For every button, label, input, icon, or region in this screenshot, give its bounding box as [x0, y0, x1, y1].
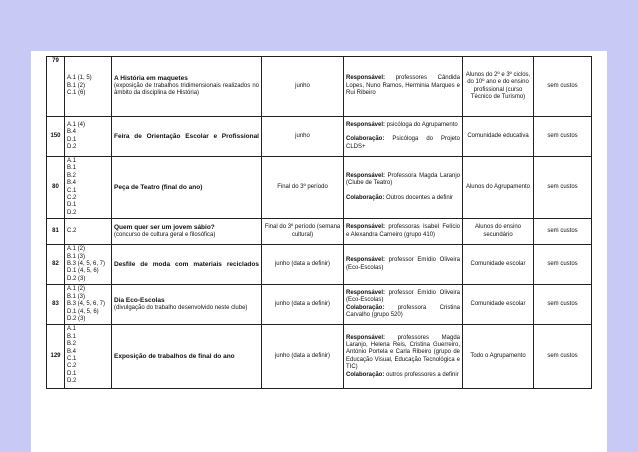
target-audience: Comunidade educativa	[463, 117, 534, 157]
objective-code: A.1	[67, 158, 77, 164]
table-row	[47, 57, 592, 117]
activity-cell	[112, 219, 262, 245]
activity-cell	[112, 57, 262, 117]
activity-date: junho (data a definir)	[262, 325, 344, 389]
responsible-entry	[346, 257, 460, 272]
responsible-text: Professora Magda Laranjo (Clube de Teatro)	[346, 173, 460, 187]
target-audience: Alunos do 2º e 3º ciclos, do 10º ano e do ensino profissional (curso Técnico de Turismo)	[463, 57, 534, 117]
objective-code: D.1 (4, 5, 6)	[67, 268, 99, 275]
activity-date: junho	[262, 117, 344, 157]
activity-number: 82	[47, 245, 65, 285]
activity-number: 83	[47, 285, 65, 325]
activity-title: Exposição de trabalhos de final do ano	[114, 353, 235, 361]
table-row	[47, 157, 592, 219]
objective-code: B.2	[67, 341, 77, 348]
activity-cost: sem custos	[534, 57, 592, 117]
table-row	[47, 219, 592, 245]
objective-code: B.1 (3)	[67, 293, 86, 300]
objective-code: B.1	[67, 333, 77, 340]
activity-number: 81	[47, 219, 65, 245]
responsible-text: professora Cristina Carvalho (grupo 520)	[346, 304, 460, 319]
objective-code: B.4	[67, 129, 77, 136]
target-audience: Todo o Agrupamento	[463, 325, 534, 389]
activity-number: 150	[47, 117, 65, 157]
objective-code: C.2	[67, 228, 77, 235]
objective-code: A.1 (2)	[67, 286, 86, 293]
responsible-label: Responsável:	[346, 257, 386, 264]
responsible-entry	[346, 224, 460, 239]
responsible-cell	[344, 325, 463, 389]
activity-date: junho (data a definir)	[262, 245, 344, 285]
objective-code: D.2 (3)	[67, 315, 86, 322]
activity-number: 129	[47, 325, 65, 389]
activity-cell	[112, 245, 262, 285]
objective-code: D.1	[67, 202, 77, 209]
responsible-label: Responsável:	[346, 224, 386, 231]
objective-code: D.2	[67, 143, 77, 150]
activity-date: Final do 3º período (semana cultural)	[262, 219, 344, 245]
target-audience: Alunos do ensino secundário	[463, 219, 534, 245]
objective-code: B.4	[67, 348, 77, 355]
responsible-cell	[344, 117, 463, 157]
responsible-cell	[344, 245, 463, 285]
table-row	[47, 117, 592, 157]
responsible-text: professor Emídio Oliveira (Eco-Escolas)	[346, 257, 460, 271]
activity-cost: sem custos	[534, 325, 592, 389]
objective-code: B.4	[67, 180, 77, 187]
target-audience: Comunidade escolar	[463, 285, 534, 325]
objective-code: D.1 (4, 5, 6)	[67, 308, 99, 315]
responsible-text: Outros docentes a definir	[384, 194, 454, 201]
activity-title: A História em maquetes	[114, 75, 188, 83]
objective-code: D.2	[67, 209, 77, 216]
responsible-text: Psicóloga do Projeto CLDS+	[346, 136, 460, 150]
activity-date: junho	[262, 57, 344, 117]
objective-code: C.2	[67, 363, 77, 370]
responsible-text: professores Cândida Lopes, Nuno Ramos, Herminia Marques e Rui Ribeiro	[346, 75, 460, 97]
objective-code: A.1 (2)	[67, 246, 86, 253]
objective-code: B.3 (4, 5, 6, 7)	[67, 301, 106, 308]
objective-code: D.1	[67, 136, 77, 143]
activity-cost: sem custos	[534, 245, 592, 285]
target-audience: Comunidade escolar	[463, 245, 534, 285]
responsible-text: outros professores a definir	[384, 371, 459, 378]
activity-cell	[112, 325, 262, 389]
objective-codes	[65, 285, 112, 325]
responsible-entry	[346, 305, 460, 320]
responsible-text: professores Magda Laranjo, Helena Reis, Cristina Guerreiro, António Portela e Carla Ribeiro (grupo de Educação Visual, Educação Tecnológica e TIC)	[346, 334, 460, 371]
responsible-text: professoras Isabel Felício e Alexandra Carneiro (grupo 410)	[346, 224, 460, 238]
activity-cost: sem custos	[534, 117, 592, 157]
objective-codes	[65, 245, 112, 285]
objective-code: A.1 (4)	[67, 121, 86, 128]
activity-number: 79	[47, 57, 65, 117]
objective-codes	[65, 57, 112, 117]
responsible-text: psicóloga do Agrupamento	[385, 121, 458, 128]
responsible-entry	[346, 372, 460, 379]
activity-cell	[112, 117, 262, 157]
activity-cost: sem custos	[534, 285, 592, 325]
objective-code: C.1	[67, 355, 77, 362]
activity-date: Final do 3º período	[262, 157, 344, 219]
activity-title: Desfile de moda com materiais reciclados	[114, 261, 259, 269]
activities-table	[46, 56, 592, 389]
activity-number: 80	[47, 157, 65, 219]
objective-code: B.2	[67, 172, 77, 179]
activity-cost: sem custos	[534, 157, 592, 219]
objective-code: D.2	[67, 378, 77, 385]
table-row	[47, 245, 592, 285]
responsible-label: Colaboração:	[346, 136, 385, 143]
responsible-label: Responsável:	[346, 121, 386, 128]
objective-code: D.1	[67, 370, 77, 377]
responsible-label: Responsável:	[346, 334, 386, 341]
objective-codes	[65, 325, 112, 389]
target-audience: Alunos do Agrupamento	[463, 157, 534, 219]
activity-description: (divulgação do trabalho desenvolvido neste clube)	[114, 304, 248, 311]
objective-code: C.2	[67, 195, 77, 202]
responsible-entry	[346, 136, 460, 151]
activity-description: (concurso de cultura geral e filosófica)	[114, 231, 216, 238]
objective-code: B.1 (3)	[67, 253, 86, 260]
responsible-entry	[346, 290, 460, 305]
responsible-entry	[346, 195, 460, 202]
activity-cost: sem custos	[534, 219, 592, 245]
activity-title: Feira de Orientação Escolar e Profissional	[114, 132, 259, 140]
activity-title: Quem quer ser um jovem sábio?	[114, 224, 215, 232]
responsible-entry	[346, 173, 460, 188]
responsible-label: Colaboração:	[346, 371, 385, 378]
responsible-entry	[346, 75, 460, 97]
objective-code: B.1	[67, 165, 77, 172]
responsible-cell	[344, 219, 463, 245]
responsible-label: Responsável:	[346, 173, 386, 180]
activity-cell	[112, 285, 262, 325]
objective-code: A.1	[67, 326, 77, 333]
objective-code: C.1 (6)	[67, 90, 86, 97]
activity-title: Dia Eco-Escolas	[114, 297, 165, 305]
responsible-cell	[344, 157, 463, 219]
objective-code: D.2 (3)	[67, 275, 86, 282]
responsible-cell	[344, 57, 463, 117]
responsible-cell	[344, 285, 463, 325]
responsible-label: Responsável:	[346, 289, 386, 296]
objective-code: B.3 (4, 5, 6, 7)	[67, 261, 106, 268]
responsible-label: Colaboração:	[346, 304, 385, 311]
objective-code: C.1	[67, 187, 77, 194]
activity-date: junho (data a definir)	[262, 285, 344, 325]
activity-title: Peça de Teatro (final do ano)	[114, 183, 203, 191]
objective-codes	[65, 219, 112, 245]
activity-cell	[112, 157, 262, 219]
objective-code: A.1 (1, 5)	[67, 75, 92, 82]
responsible-label: Responsável:	[346, 75, 386, 82]
responsible-entry	[346, 122, 460, 129]
responsible-entry	[346, 335, 460, 372]
objective-code: B.1 (2)	[67, 82, 86, 89]
table-row	[47, 285, 592, 325]
activity-description: (exposição de trabalhos tridimensionais realizados no âmbito da disciplina de História)	[114, 82, 259, 97]
objective-codes	[65, 157, 112, 219]
document-page	[31, 51, 607, 452]
responsible-label: Colaboração:	[346, 194, 385, 201]
responsible-text: professor Emídio Oliveira (Eco-Escolas)	[346, 289, 460, 304]
objective-codes	[65, 117, 112, 157]
table-row	[47, 325, 592, 389]
